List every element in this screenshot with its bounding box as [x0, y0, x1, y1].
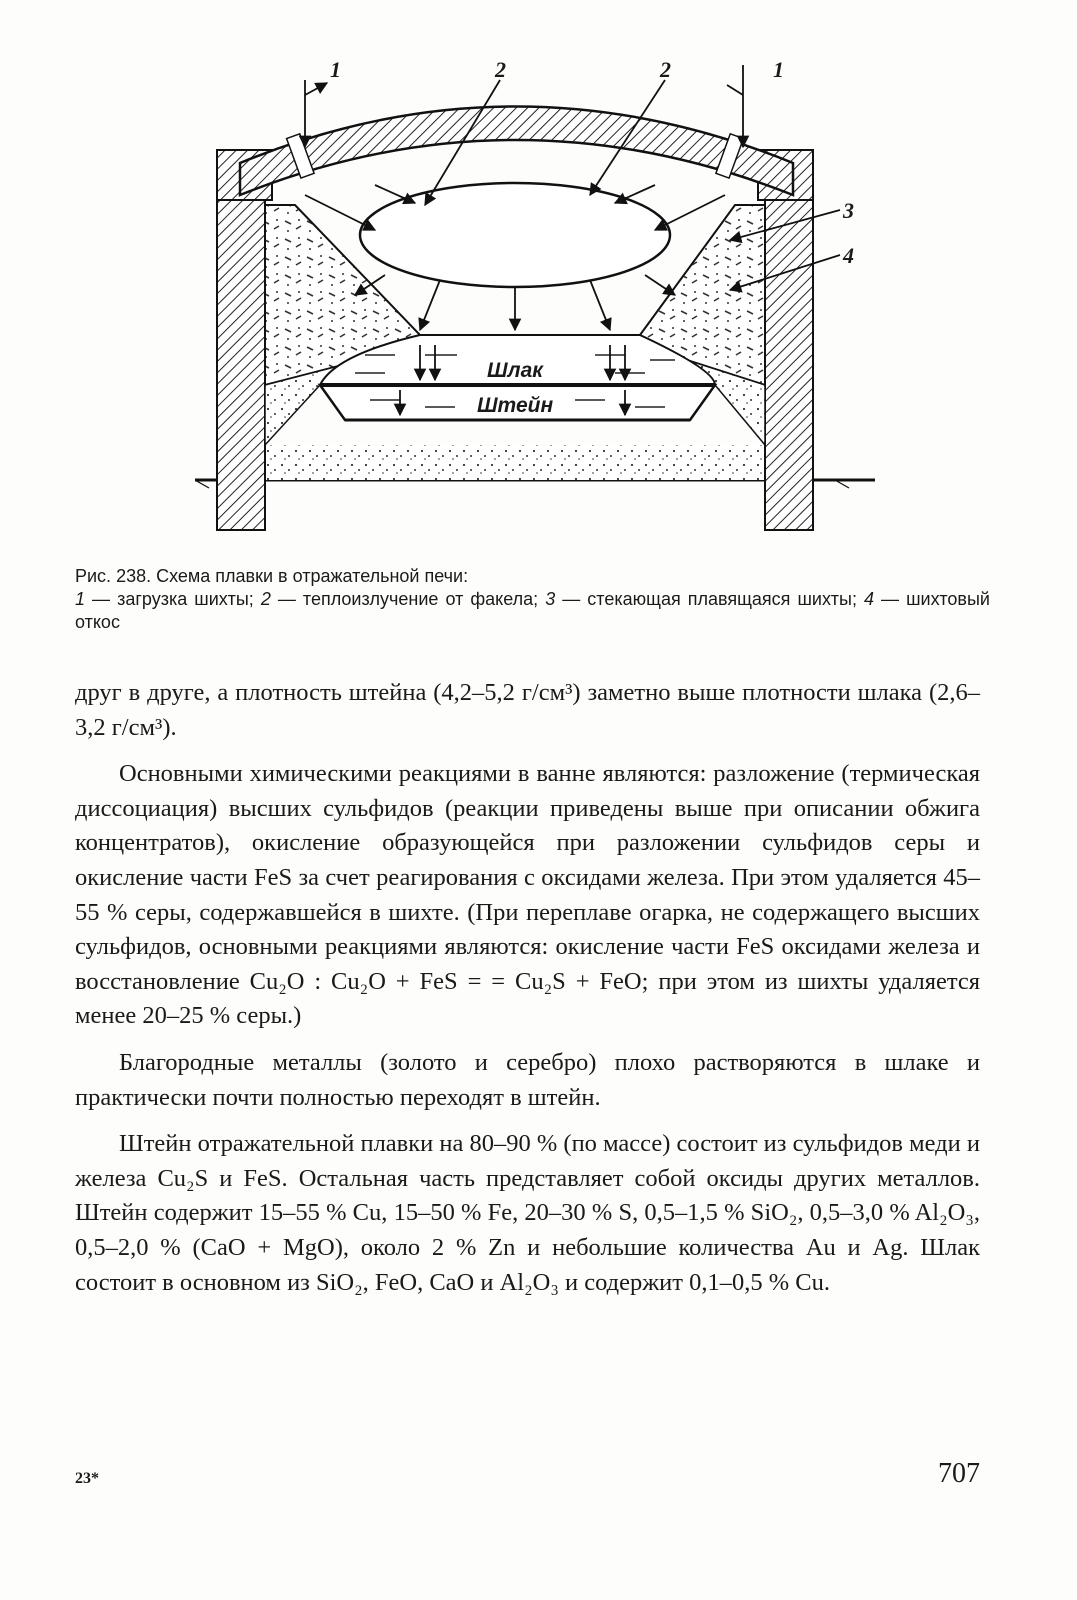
paragraph: Благородные металлы (золото и серебро) плохо растворяются в шлаке и практически почти полностью переходят в штейн. — [75, 1048, 980, 1111]
caption-item-text: — шихтовый откос — [75, 589, 990, 632]
furnace-diagram-svg — [195, 55, 875, 555]
furnace-diagram — [195, 55, 875, 555]
page-footer — [75, 1458, 980, 1498]
signature-mark: 23* — [75, 1470, 99, 1487]
caption-item-num: 2 — [260, 589, 271, 609]
label-1-right: 1 — [773, 57, 784, 82]
caption-legend — [75, 588, 990, 634]
paragraph: друг в друге, а плотность штейна (4,2–5,2 г/см³) заметно выше плотности шлака (2,6–3,2 г/см³). — [75, 679, 980, 741]
figure-caption — [75, 565, 990, 634]
label-3: 3 — [843, 198, 854, 223]
label-2-right: 2 — [660, 57, 671, 82]
caption-title: Рис. 238. Схема плавки в отражательной печи: — [75, 566, 469, 586]
caption-item-num: 4 — [863, 589, 874, 609]
arch-roof — [240, 107, 793, 196]
label-2-left: 2 — [495, 57, 506, 82]
right-wall — [765, 200, 813, 530]
paragraph: Штейн отражательной плавки на 80–90 % (по массе) состоит из сульфидов меди и железа Cu₂S и FeS. Остальная часть представляет собой оксиды других металлов. Штейн содержит 15–55 % Cu, 15–50 % Fe, 20–30 % S, 0,5–1,5 % SiO₂, 0,5–3,0 % Al₂O₃, 0,5–2,0 % (CaO + MgO), около 2 % Zn и небольшие количества Au и Ag. Шлак состоит в основном из SiO₂, FeO, CaO и Al₂O₃ и содержит 0,1–0,5 % Cu. — [75, 1130, 980, 1296]
body-text — [75, 676, 980, 1312]
matte-label: Штейн — [477, 394, 554, 417]
caption-item-num: 3 — [545, 589, 556, 609]
page-number: 707 — [938, 1458, 980, 1489]
slag-label: Шлак — [487, 359, 543, 382]
label-1-left: 1 — [330, 57, 341, 82]
caption-item-num: 1 — [75, 589, 86, 609]
paragraph: Основными химическими реакциями в ванне являются: разложение (термическая диссоциация) высших сульфидов (реакции приведены выше при описании обжига концентратов), окисление образующейся при разложении сульфидов серы и окисление части FeS за счет реагирования с оксидами железа. При этом удаляется 45–55 % серы, содержавшейся в шихте. (При переплаве огарка, не содержащего высших сульфидов, основными реакциями являются: окисление части FeS оксидами железа и восстановление Cu₂O : Cu₂O + FeS = = Cu₂S + FeO; при этом из шихты удаляется менее 20–25 % серы.) — [75, 760, 980, 1030]
label-4: 4 — [843, 243, 854, 268]
hearth-bottom — [265, 445, 765, 480]
left-wall — [217, 200, 265, 530]
caption-item-text: — стекающая плавящаяся шихты; — [555, 589, 864, 609]
caption-item-text: — загрузка шихты; — [85, 589, 261, 609]
caption-item-text: — теплоизлучение от факела; — [270, 589, 546, 609]
